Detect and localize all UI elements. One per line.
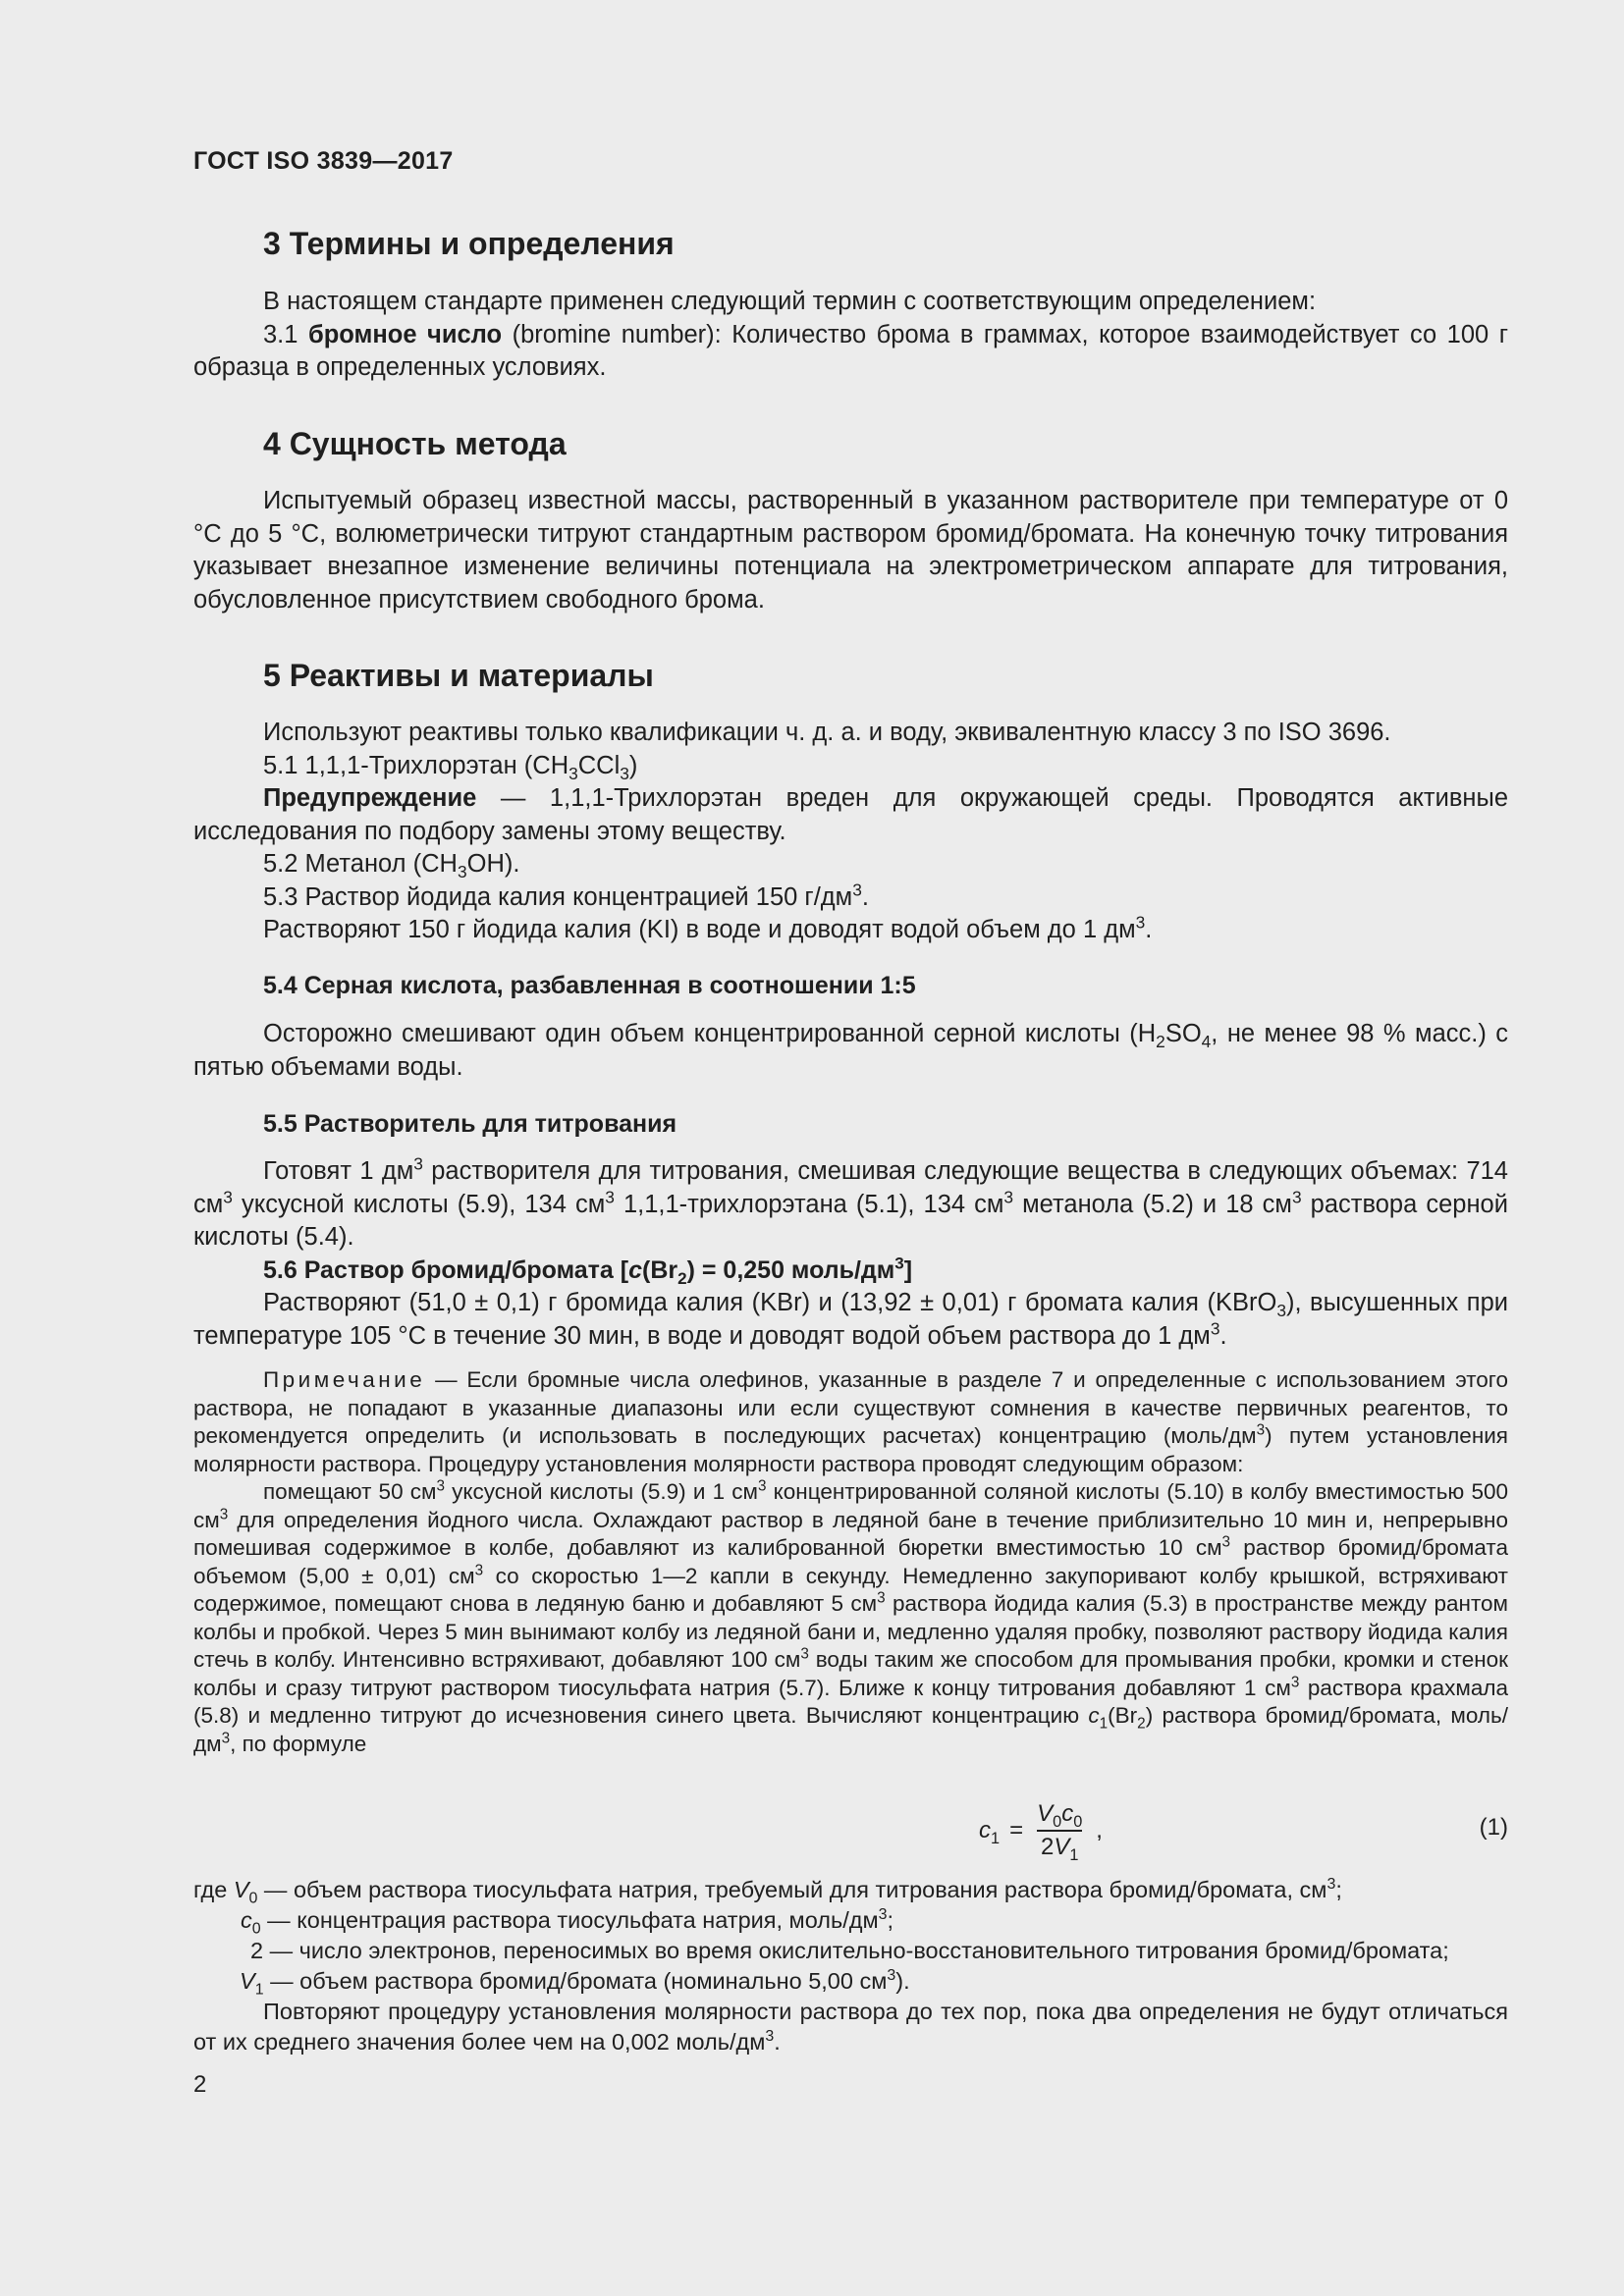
legend-v1: $V_1$ — объем раствора бромид/бромата (номинально 5,00 $см^3$). — [240, 1967, 910, 1999]
note-paragraph-1: Примечание — Если бромные числа олефинов, указанные в разделе 7 и определенные с использованием этого раствора, не попадают в указанные диапазоны или если существуют сомнения в качестве первичных реагентов, то рекомендуется определить (и использовать в последующих расчетах) концентрацию $(моль/дм^3)$ путем установления молярности раствора. Процедуру установления молярности раствора проводят следующим образом: — [193, 1367, 1508, 1476]
section-4 — [193, 424, 1508, 463]
formula-legend — [193, 1875, 1508, 2057]
item-5-4-body — [193, 1018, 1508, 1084]
warning-text: Предупреждение — 1,1,1-Трихлорэтан вреден для окружающей среды. Проводятся активные исследования по подбору замены этому веществу. — [193, 784, 1508, 845]
item-5-5-title: 5.5 Растворитель для титрования — [263, 1110, 677, 1138]
item-5-4-title: 5.4 Серная кислота, разбавленная в соотношении 1:5 — [263, 972, 916, 999]
item-5-4 — [193, 969, 1508, 1002]
note-paragraph-2: помещают 50 $см^3$ уксусной кислоты (5.9) и 1 $см^3$ концентрированной соляной кислоты (5.10) в колбу вместимостью 500 $см^3$ для определения йодного числа. Охлаждают раствор в ледяной бане в течение приблизительно 10 мин и, непрерывно помешивая содержимое в колбе, добавляют из калиброванной бюретки вместимостью 10 $см^3$ раствор бромид/бромата объемом (5,00 ± 0,01) $см^3$ со скоростью 1—2 капли в секунду. Немедленно закупоривают колбу крышкой, встряхивают содержимое, помещают снова в ледяную баню и добавляют 5 $см^3$ раствора йодида калия (5.3) в пространстве между рантом колбы и пробкой. Через 5 мин вынимают колбу из ледяной бани и, медленно удаляя пробку, позволяют раствору йодида калия стечь в колбу. Интенсивно встряхивают, добавляют 100 $см^3$ воды таким же способом для промывания пробки, кромки и стенок колбы и сразу титруют раствором тиосульфата натрия (5.7). Ближе к концу титрования добавляют 1 $см^3$ раствора крахмала (5.8) и медленно титруют до исчезновения синего цвета. Вычисляют концентрацию $c_1(Br_2)$ раствора бромид/бромата, моль/$дм^3$, по формуле — [193, 1477, 1509, 1756]
note-block — [193, 1366, 1508, 1758]
section-5 — [193, 656, 1508, 695]
section-3-intro: В настоящем стандарте применен следующий термин с соответствующим определением: — [263, 288, 1317, 315]
formula-fraction — [1033, 1800, 1086, 1864]
item-5-4-text: Осторожно смешивают один объем концентрированной серной кислоты ($H_2SO_4$, не менее 98 % масс.) с пятью объемами воды. — [193, 1020, 1509, 1081]
section-4-title: 4 Сущность метода — [263, 426, 567, 461]
item-5-3-text: Растворяют 150 г йодида калия (KI) в воде и доводят водой объем до 1 $дм^3$. — [263, 912, 1153, 943]
note-label: Примечание — [263, 1367, 426, 1392]
section-3-title: 3 Термины и определения — [263, 226, 675, 261]
formula-number: (1) — [1479, 1814, 1508, 1841]
item-5-5-body — [193, 1155, 1508, 1353]
item-5-6-title: 5.6 Раствор бромид/бромата [$c(Br_2) = 0,250$ моль/$дм^3$] — [263, 1254, 913, 1288]
definition-3-1: 3.1 бромное число (bromine number): Количество брома в граммах, которое взаимодействует со 100 г образца в определенных условиях. — [193, 320, 1508, 381]
repeat-procedure-text: Повторяют процедуру установления молярности раствора до тех пор, пока два определения не будут отличаться от их среднего значения более чем на 0,002 моль/$дм^3$. — [193, 1999, 1508, 2055]
legend-2: 2 — число электронов, переносимых во время окислительно-восстановительного титрования бромид/бромата; — [250, 1938, 1449, 1963]
legend-c0: $c_0$ — концентрация раствора тиосульфата натрия, моль/$дм^3$; — [241, 1906, 894, 1938]
formula-numerator: $V_0c_0$ — [1037, 1800, 1083, 1831]
section-5-body — [193, 717, 1508, 947]
item-5-3: 5.3 Раствор йодида калия концентрацией 150 $г/дм^3$. — [263, 880, 869, 911]
section-4-text: Испытуемый образец известной массы, растворенный в указанном растворителе при температуре от 0 °С до 5 °С, волюметрически титруют стандартным раствором бромид/бромата. На конечную точку титрования указывает внезапное изменение величины потенциала на электрометрическом аппарате для титрования, обусловленное присутствием свободного брома. — [193, 487, 1508, 614]
legend-v0: где $V_0$ — объем раствора тиосульфата натрия, требуемый для титрования раствора бромид/бромата, $см^3$; — [193, 1876, 1342, 1907]
formula-expression: $c_1$ = $\frac{V_0c_0}{2V_1}$ , — [979, 1800, 1103, 1864]
item-5-5 — [193, 1107, 1508, 1141]
item-5-5-text: Готовят 1 $дм^3$ растворителя для титрования, смешивая следующие вещества в следующих объемах: 714 $см^3$ уксусной кислоты (5.9), 134 $см^3$ 1,1,1-трихлорэтана (5.1), 134 $см^3$ метанола (5.2) и 18 $см^3$ раствора серной кислоты (5.4). — [193, 1153, 1508, 1251]
formula-lhs: $c_1$ — [979, 1817, 1001, 1847]
item-5-6-text: Растворяют (51,0 ± 0,1) г бромида калия (KBr) и (13,92 ± 0,01) г бромата калия (KBrO$_3$), высушенных при температуре 105 °С в течение 30 мин, в воде и доводят водой объем раствора до 1 $дм^3$. — [193, 1289, 1508, 1350]
section-5-title: 5 Реактивы и материалы — [263, 658, 654, 693]
section-4-body — [193, 485, 1508, 616]
reagents-intro: Используют реактивы только квалификации ч. д. а. и воду, эквивалентную классу 3 по ISO 3696. — [263, 719, 1391, 746]
document-header: ГОСТ ISO 3839—2017 — [193, 147, 454, 175]
item-5-1: 5.1 1,1,1-Трихлорэтан $(CH_3CCl_3)$ — [263, 751, 638, 783]
formula-denominator: $2V_1$ — [1037, 1830, 1082, 1861]
term-bromine-number: бромное число — [307, 320, 503, 348]
section-3-body — [193, 286, 1508, 385]
formula-1 — [193, 1792, 1508, 1864]
page-number: 2 — [193, 2071, 207, 2098]
section-3 — [193, 224, 1508, 263]
item-5-2: 5.2 Метанол $(CH_3OH)$. — [263, 850, 520, 882]
